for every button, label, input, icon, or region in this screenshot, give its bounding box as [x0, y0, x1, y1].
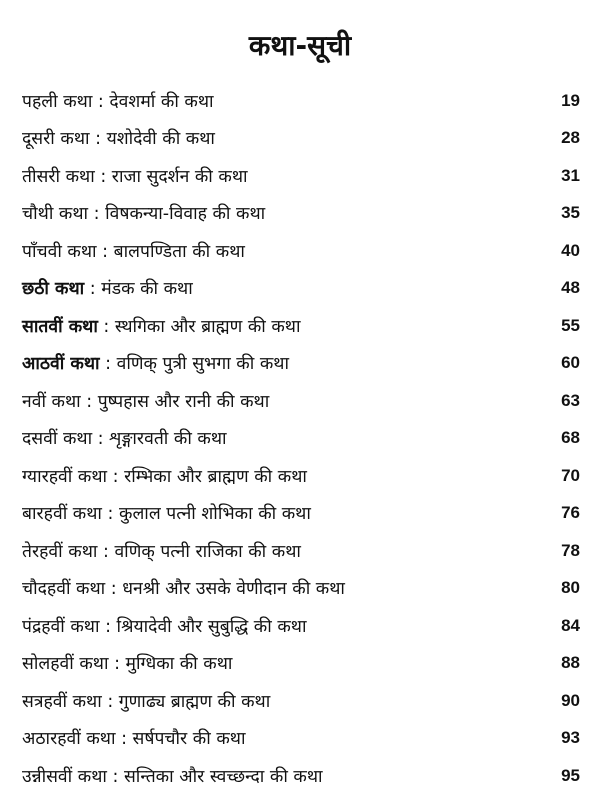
- entry-number: तेरहवीं कथा: [22, 541, 98, 562]
- toc-entry: [22, 382, 580, 420]
- entry-label: [22, 389, 269, 413]
- entry-number: दसवीं कथा: [22, 429, 93, 450]
- page-title: कथा-सूची: [248, 29, 352, 62]
- entry-number: उन्नीसवीं कथा: [22, 766, 107, 787]
- toc-entry: [22, 195, 580, 233]
- entry-label: [22, 426, 227, 450]
- entry-title: यशोदेवी की कथा: [106, 129, 215, 150]
- entry-title: वणिक् पुत्री सुभगा की कथा: [116, 354, 289, 375]
- entry-separator: :: [94, 166, 112, 187]
- entry-number: ग्यारहवीं कथा: [22, 466, 108, 487]
- entry-separator: :: [89, 129, 107, 150]
- entry-page: 31: [561, 165, 580, 185]
- entry-page: 63: [561, 390, 580, 410]
- entry-page: 35: [561, 203, 580, 223]
- entry-title: बालपण्डिता की कथा: [113, 241, 245, 262]
- entry-page: 78: [561, 540, 580, 560]
- toc-entry: [22, 457, 580, 495]
- entry-page: 84: [561, 615, 580, 635]
- entry-label: [22, 539, 301, 563]
- toc-entry: [22, 607, 580, 645]
- entry-title: रम्भिका और ब्राह्मण की कथा: [124, 466, 307, 487]
- entry-label: [22, 651, 232, 675]
- entry-number: सत्रहवीं कथा: [22, 691, 102, 712]
- entry-title: मुग्धिका की कथा: [125, 654, 233, 675]
- entry-page: 28: [561, 128, 580, 148]
- entry-label: [22, 576, 345, 600]
- entry-number: नवीं कथा: [22, 391, 81, 412]
- entry-label: [22, 314, 301, 338]
- entry-page: 76: [561, 503, 580, 523]
- entry-title: विषकन्या-विवाह की कथा: [105, 204, 266, 225]
- entry-separator: :: [99, 616, 117, 637]
- entry-title: धनश्री और उसके वेणीदान की कथा: [122, 579, 345, 600]
- entry-title: राजा सुदर्शन की कथा: [111, 166, 248, 187]
- entry-separator: :: [80, 391, 98, 412]
- toc-entry: [22, 270, 580, 308]
- toc-entry: [22, 307, 580, 345]
- entry-title: सन्तिका और स्वच्छन्दा की कथा: [123, 766, 323, 787]
- entry-number: अठारहवीं कथा: [22, 729, 116, 750]
- entry-title: पुष्पहास और रानी की कथा: [97, 391, 270, 412]
- entry-number: दूसरी कथा: [22, 129, 90, 150]
- entry-title: स्थगिका और ब्राह्मण की कथा: [114, 316, 301, 337]
- entry-separator: :: [97, 541, 115, 562]
- entry-separator: :: [97, 316, 115, 337]
- entry-label: [22, 764, 323, 788]
- entry-separator: :: [101, 504, 119, 525]
- entry-page: 90: [561, 690, 580, 710]
- entry-label: [22, 89, 214, 113]
- entry-separator: :: [92, 91, 110, 112]
- entry-label: [22, 201, 265, 225]
- entry-separator: :: [107, 466, 125, 487]
- entry-title: कुलाल पत्नी शोभिका की कथा: [119, 504, 311, 525]
- toc-entry: [22, 645, 580, 683]
- entry-title: श्रियादेवी और सुबुद्धि की कथा: [116, 616, 307, 637]
- entry-number: चौदहवीं कथा: [22, 579, 106, 600]
- entry-separator: :: [108, 654, 126, 675]
- toc-entry: [22, 757, 580, 795]
- toc-entry: [22, 532, 580, 570]
- entry-page: 95: [561, 765, 580, 785]
- entry-number: पाँचवी कथा: [22, 241, 97, 262]
- entry-separator: :: [88, 204, 106, 225]
- entry-label: [22, 614, 306, 638]
- entry-number: आठवीं कथा: [22, 354, 100, 375]
- entry-label: [22, 464, 307, 488]
- entry-label: [22, 726, 245, 750]
- entry-page: 19: [561, 90, 580, 110]
- entry-page: 70: [561, 465, 580, 485]
- entry-separator: :: [96, 241, 114, 262]
- entry-title: गुणाढ्य ब्राह्मण की कथा: [118, 691, 271, 712]
- entry-label: [22, 276, 193, 300]
- toc-entry: [22, 420, 580, 458]
- entry-title: शृङ्गारवती की कथा: [109, 429, 227, 450]
- entry-number: छठी कथा: [22, 279, 85, 300]
- entry-separator: :: [84, 279, 102, 300]
- entry-separator: :: [99, 354, 117, 375]
- entry-title: मंडक की कथा: [101, 279, 193, 300]
- entry-title: वणिक् पत्नी राजिका की कथा: [114, 541, 301, 562]
- toc-entry: [22, 157, 580, 195]
- entry-title: देवशर्मा की कथा: [109, 91, 214, 112]
- entry-label: [22, 351, 289, 375]
- entry-number: पहली कथा: [22, 91, 93, 112]
- contents-list: [22, 82, 580, 795]
- entry-separator: :: [92, 429, 110, 450]
- entry-page: 55: [561, 315, 580, 335]
- toc-entry: [22, 570, 580, 608]
- entry-page: 80: [561, 578, 580, 598]
- toc-entry: [22, 720, 580, 758]
- entry-number: तीसरी कथा: [22, 166, 95, 187]
- entry-page: 40: [561, 240, 580, 260]
- entry-label: [22, 501, 311, 525]
- entry-page: 68: [561, 428, 580, 448]
- entry-label: [22, 239, 245, 263]
- entry-separator: :: [106, 766, 124, 787]
- entry-page: 88: [561, 653, 580, 673]
- entry-number: सातवीं कथा: [22, 316, 98, 337]
- entry-number: चौथी कथा: [22, 204, 89, 225]
- entry-label: [22, 164, 248, 188]
- toc-entry: [22, 345, 580, 383]
- entry-title: सर्षपचौर की कथा: [132, 729, 246, 750]
- entry-label: [22, 126, 215, 150]
- toc-entry: [22, 120, 580, 158]
- entry-separator: :: [105, 579, 123, 600]
- entry-number: सोलहवीं कथा: [22, 654, 109, 675]
- toc-entry: [22, 682, 580, 720]
- toc-entry: [22, 495, 580, 533]
- toc-entry: [22, 82, 580, 120]
- entry-number: पंद्रहवीं कथा: [22, 616, 100, 637]
- entry-page: 60: [561, 353, 580, 373]
- entry-number: बारहवीं कथा: [22, 504, 102, 525]
- toc-entry: [22, 232, 580, 270]
- entry-page: 93: [561, 728, 580, 748]
- entry-label: [22, 689, 270, 713]
- entry-separator: :: [115, 729, 133, 750]
- entry-page: 48: [561, 278, 580, 298]
- entry-separator: :: [101, 691, 119, 712]
